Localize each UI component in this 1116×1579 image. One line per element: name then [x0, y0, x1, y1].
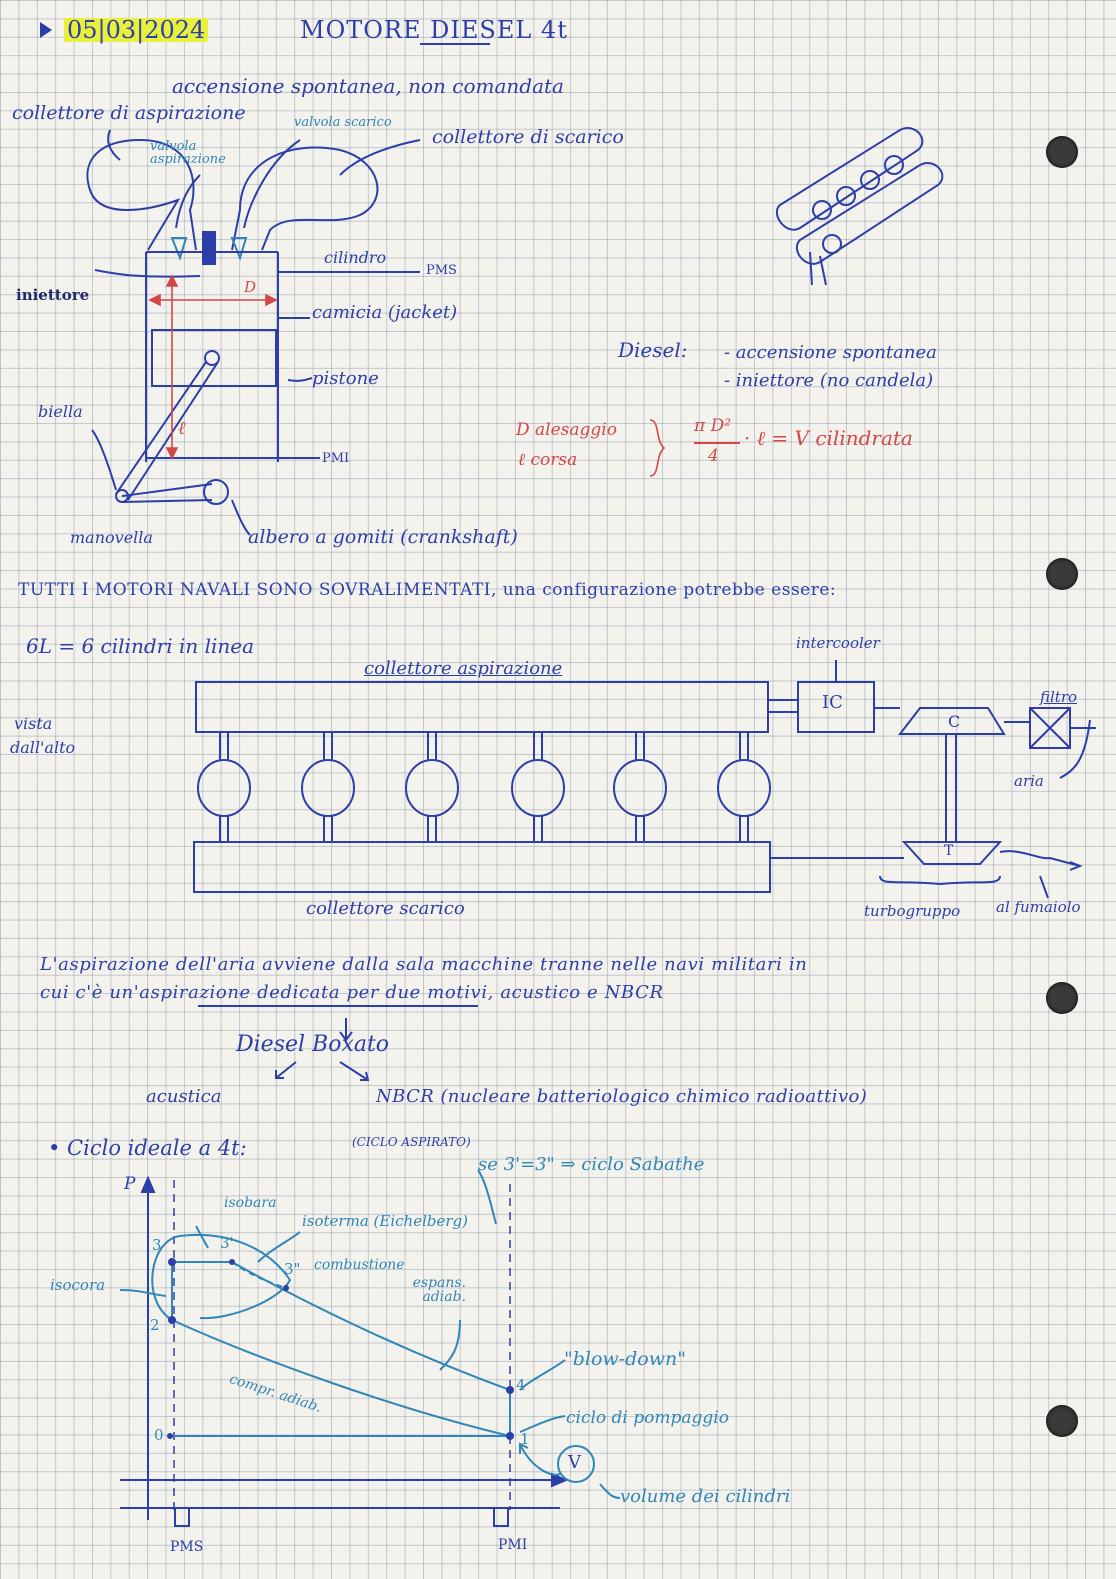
- turbo-6l-diagram: [194, 660, 1096, 898]
- ic-box-label: IC: [822, 692, 843, 713]
- page-title: MOTORE DIESEL 4t: [300, 16, 568, 44]
- point-3prime: 3': [220, 1234, 234, 1252]
- pms-label: PMS: [170, 1539, 204, 1555]
- diesel-note-1: - accensione spontanea: [724, 342, 937, 363]
- label-exhaust-collector: collettore scarico: [306, 898, 465, 919]
- point-1: 1: [520, 1430, 530, 1448]
- label-filter: filtro: [1040, 688, 1078, 706]
- sabathe-note: se 3'=3" ⇒ ciclo Sabathe: [478, 1154, 705, 1175]
- compressor-label: C: [948, 712, 961, 731]
- stroke-symbol: ℓ: [178, 418, 186, 439]
- point-3second: 3": [284, 1260, 301, 1278]
- label-exhaust-valve: valvola scarico: [294, 115, 392, 130]
- cycle-title-note: (CICLO ASPIRATO): [352, 1135, 471, 1149]
- diesel-boxato: Diesel Boxato: [236, 1032, 390, 1057]
- formula-d-def: D alesaggio: [516, 420, 617, 440]
- label-funnel: al fumaiolo: [996, 898, 1081, 916]
- pumping-label: ciclo di pompaggio: [566, 1408, 729, 1428]
- point-4: 4: [516, 1376, 526, 1394]
- combustion-label: combustione: [314, 1257, 405, 1273]
- volume-label: volume dei cilindri: [620, 1486, 791, 1507]
- v-axis-label: V: [568, 1452, 581, 1473]
- isochore-label: isocora: [50, 1276, 106, 1294]
- blowdown-label: "blow-down": [564, 1348, 686, 1370]
- compression-label: compr. adiab.: [227, 1371, 324, 1416]
- diesel-note-2: - iniettore (no candela): [724, 370, 934, 391]
- label-intake-valve: valvola aspirazione: [150, 139, 226, 167]
- engine-section-drawing: [87, 130, 420, 535]
- label-crankshaft: albero a gomiti (crankshaft): [248, 526, 518, 548]
- expansion-label: espans. adiab.: [412, 1275, 466, 1305]
- air-intake-line-1: L'aspirazione dell'aria avviene dalla sala macchine tranne nelle navi militari in: [40, 954, 808, 975]
- p-axis-label: P: [124, 1174, 136, 1194]
- isobar-label: isobara: [224, 1195, 277, 1211]
- formula-l-def: ℓ corsa: [518, 450, 578, 470]
- point-0: 0: [154, 1426, 164, 1444]
- config-6l: 6L = 6 cilindri in linea: [26, 634, 255, 658]
- label-piston: pistone: [312, 368, 379, 389]
- label-intercooler: intercooler: [796, 634, 880, 652]
- label-crank: manovella: [70, 528, 153, 547]
- pmi-label: PMI: [498, 1537, 528, 1553]
- label-intake-collector: collettore aspirazione: [364, 658, 563, 679]
- turbo-intro: TUTTI I MOTORI NAVALI SONO SOVRALIMENTATI, una configurazione potrebbe essere:: [18, 580, 837, 600]
- cycle-title: • Ciclo ideale a 4t:: [48, 1136, 247, 1160]
- formula-fraction-bar: [694, 442, 740, 444]
- label-view-2: dall'alto: [10, 738, 76, 757]
- formula-den: 4: [708, 446, 719, 466]
- label-bdc: PMI: [322, 451, 350, 466]
- label-view-1: vista: [14, 714, 53, 733]
- pv-diagram: [120, 1174, 566, 1526]
- label-conrod: biella: [38, 402, 83, 421]
- turbine-label: T: [944, 843, 954, 859]
- label-turbogroup: turbogruppo: [864, 902, 961, 920]
- label-jacket: camicia (jacket): [312, 302, 458, 323]
- subtitle: accensione spontanea, non comandata: [172, 74, 564, 98]
- formula-num: π D²: [694, 416, 732, 436]
- air-intake-line-2: cui c'è un'aspirazione dedicata per due motivi, acustico e NBCR: [40, 982, 664, 1003]
- label-cylinder: cilindro: [324, 248, 387, 267]
- label-air: aria: [1014, 772, 1044, 790]
- bore-symbol: D: [244, 278, 257, 296]
- label-tdc: PMS: [426, 263, 457, 278]
- acoustic-label: acustica: [146, 1086, 222, 1107]
- manifold-sketch: [777, 128, 942, 285]
- bullet-arrow-icon: [40, 22, 52, 38]
- isotherm-label: isoterma (Eichelberg): [302, 1212, 468, 1230]
- label-injector: iniettore: [16, 286, 90, 304]
- point-3: 3: [152, 1236, 162, 1254]
- formula-rest: · ℓ = V cilindrata: [744, 426, 913, 450]
- nbcr-label: NBCR (nucleare batteriologico chimico radioattivo): [376, 1086, 868, 1107]
- diesel-notes-title: Diesel:: [618, 338, 688, 362]
- label-intake-manifold: collettore di aspirazione: [12, 102, 246, 124]
- date-label: 05|03|2024: [64, 18, 208, 42]
- label-exhaust-manifold: collettore di scarico: [432, 126, 624, 148]
- point-2: 2: [150, 1316, 160, 1334]
